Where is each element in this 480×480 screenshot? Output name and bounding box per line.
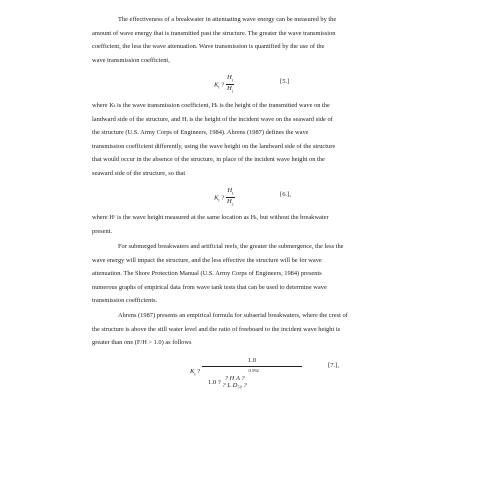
paragraph-5-line: greater than one (F/H > 1.0) as follows	[92, 339, 192, 347]
paragraph-1-line: wave transmission coefficient,	[92, 56, 170, 64]
paragraph-1	[92, 13, 410, 67]
equation-5-fraction: $\frac{H_t}{H_i}$	[226, 74, 233, 94]
paragraph-4-line: numerous graphs of empirical data from wave tank tests that can be used to determine wave	[92, 283, 327, 291]
equation-5: $K_t$ ? $\frac{H_t}{H_i}$	[214, 74, 233, 94]
paragraph-4-line: transmission coefficients.	[92, 297, 158, 305]
equation-6-number: [6.],	[280, 191, 291, 198]
paragraph-3-line: present.	[92, 227, 113, 235]
paragraph-4	[92, 240, 410, 308]
equation-7-fraction: 1.0 1.0 ? ? H A ? ? L D₅₀ ? $^{0.592}$	[202, 357, 302, 389]
paragraph-1-line: The effectiveness of a breakwater in attenuating wave energy can be measured by the	[118, 16, 337, 23]
paragraph-2-line: where Kₜ is the wave transmission coefficient, Hₜ is the height of the transmitted wave on the	[92, 102, 330, 109]
paragraph-2-line: transmission coefficient differently, using the wave height on the landward side of the structure	[92, 142, 336, 150]
paragraph-3	[92, 211, 410, 238]
paragraph-2	[92, 99, 410, 181]
paragraph-3-line: where Hᶜ is the wave height measured at the same location as Hₜ, but without the breakwater	[92, 214, 329, 221]
paragraph-4-line: For submerged breakwaters and artificial reefs, the greater the submergence, the less the	[118, 243, 344, 250]
paragraph-1-line: amount of wave energy that is transmitted past the structure. The greater the wave transmission	[92, 29, 336, 37]
paragraph-2-line: the structure (U.S. Army Corps of Engineers, 1984). Ahrens (1987) defines the wave	[92, 129, 309, 137]
paragraph-2-line: landward side of the structure, and Hᵢ is the height of the incident wave on the seaward side of	[92, 115, 333, 123]
paragraph-5-line: Ahrens (1987) presents an empirical formula for subaerial breakwaters, where the crest of	[118, 312, 348, 319]
equation-5-number: [5.]	[280, 78, 290, 85]
paragraph-5	[92, 309, 410, 350]
equation-6-fraction: $\frac{H_t}{H_c}$	[226, 187, 234, 207]
paragraph-1-line: coefficient, the less the wave attenuation. Wave transmission is quantified by the use of the	[92, 43, 325, 51]
paragraph-5-line: the structure is above the still water level and the ratio of freeboard to the incident wave height is	[92, 325, 341, 333]
paragraph-2-line: that would occur in the absence of the structure, in place of the incident wave height on the	[92, 156, 325, 164]
equation-7-number: [7.],	[328, 362, 339, 369]
paragraph-4-line: wave energy will impact the structure, and the less effective the structure will be for wave	[92, 256, 322, 264]
equation-7: $K_t$ ? 1.0 1.0 ? ? H A ? ? L D₅₀ ? $^{0.592}$	[190, 357, 302, 389]
paragraph-2-line: seaward side of the structure, so that	[92, 169, 186, 177]
equation-6: $K_t$ ? $\frac{H_t}{H_c}$	[214, 187, 234, 207]
paragraph-4-line: attenuation. The Shore Protection Manual (U.S. Army Corps of Engineers, 1984) presents	[92, 270, 322, 278]
equation-7-inner-ratio: ? H A ? ? L D₅₀ ?	[222, 375, 247, 390]
